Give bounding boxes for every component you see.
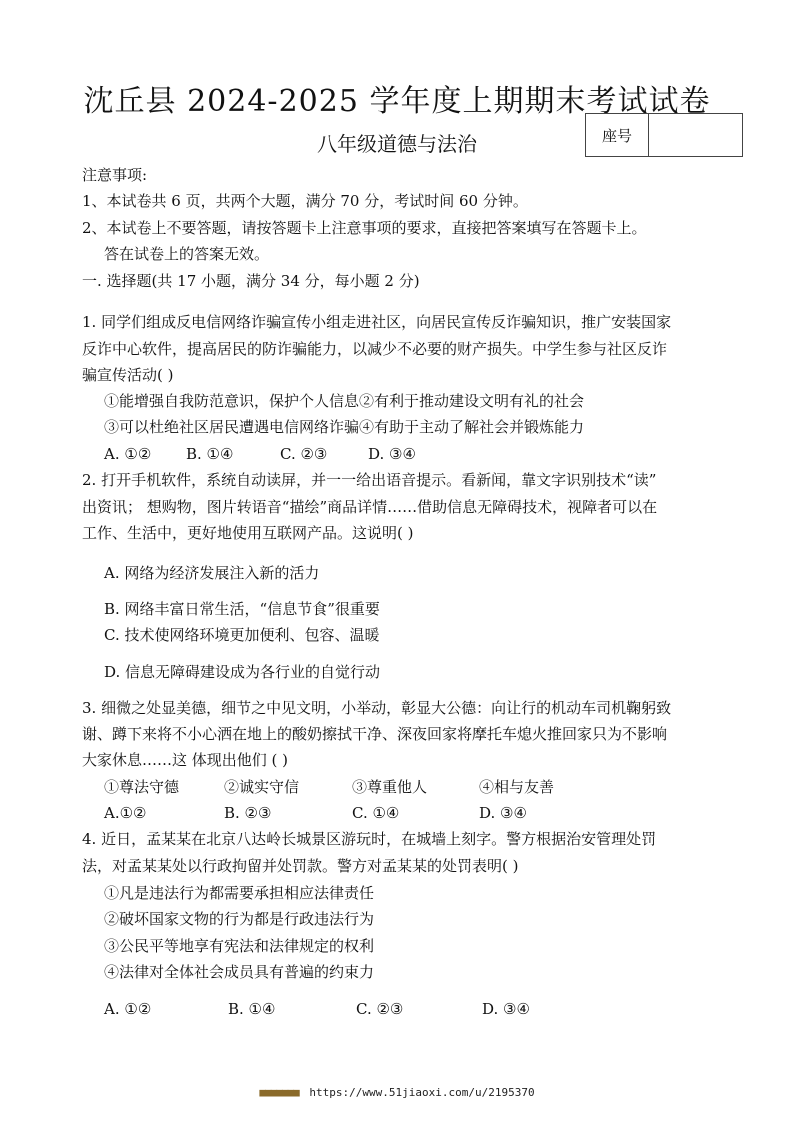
- question-4-line-2: 法，对孟某某处以行政拘留并处罚款。警方对孟某某的处罚表明( ): [82, 857, 519, 875]
- exam-title: 沈丘县 2024-2025 学年度上期期末考试试卷: [83, 84, 711, 119]
- question-3-option-d: D. ③④: [479, 804, 527, 822]
- seat-number-label: 座号: [586, 114, 649, 156]
- question-3-line-2: 谢、蹲下来将不小心洒在地上的酸奶擦拭干净、深夜回家将摩托车熄火推回家只为不影响: [82, 725, 668, 743]
- question-1-statement-3-4: ③可以杜绝社区居民遭遇电信网络诈骗④有助于主动了解社会并锻炼能力: [104, 418, 585, 436]
- footer-dots: ■■■■■■■: [259, 1086, 299, 1099]
- question-3-option-b: B. ②③: [224, 804, 272, 822]
- notes-item-2-line-1: 2、本试卷上不要答题，请按答题卡上注意事项的要求，直接把答案填写在答题卡上。: [82, 219, 647, 237]
- question-3-statement-3: ③尊重他人: [352, 778, 428, 796]
- question-1-option-d: D. ③④: [368, 445, 416, 463]
- footer-url-link[interactable]: https://www.51jiaoxi.com/u/2195370: [309, 1086, 535, 1099]
- question-4-statement-2: ②破坏国家文物的行为都是行政违法行为: [104, 910, 375, 928]
- question-4-line-1: 4. 近日，孟某某在北京八达岭长城景区游玩时，在城墙上刻字。警方根据治安管理处罚: [82, 830, 657, 848]
- seat-number-field: [649, 114, 742, 156]
- notes-item-1: 1、本试卷共 6 页，共两个大题，满分 70 分，考试时间 60 分钟。: [82, 192, 528, 210]
- question-2-line-1: 2. 打开手机软件，系统自动读屏，并一一给出语音提示。看新闻，靠文字识别技术“读”: [82, 471, 657, 489]
- question-2-line-3: 工作、生活中，更好地使用互联网产品。这说明( ): [82, 524, 414, 542]
- question-4-option-b: B. ①④: [228, 1000, 276, 1018]
- question-4-option-a: A. ①②: [104, 1000, 152, 1018]
- question-4-statement-3: ③公民平等地享有宪法和法律规定的权利: [104, 937, 375, 955]
- question-2-option-c: C. 技术使网络环境更加便利、包容、温暖: [104, 626, 380, 644]
- question-3-line-3: 大家休息……这 体现出他们 ( ): [82, 751, 289, 769]
- question-2-line-2: 出资讯； 想购物，图片转语音“描绘”商品详情……借助信息无障碍技术，视障者可以在: [82, 498, 658, 516]
- question-1-option-b: B. ①④: [186, 445, 234, 463]
- question-4-statement-4: ④法律对全体社会成员具有普遍的约束力: [104, 963, 375, 981]
- question-4-option-c: C. ②③: [356, 1000, 404, 1018]
- section-1-heading: 一. 选择题(共 17 小题，满分 34 分，每小题 2 分): [82, 272, 420, 290]
- question-1-line-2: 反诈中心软件，提高居民的防诈骗能力，以减少不必要的财产损失。中学生参与社区反诈: [82, 340, 668, 358]
- question-3-statement-1: ①尊法守德: [104, 778, 180, 796]
- question-2-option-b: B. 网络丰富日常生活，“信息节食”很重要: [104, 600, 380, 618]
- question-4-option-d: D. ③④: [482, 1000, 530, 1018]
- question-3-option-a: A.①②: [104, 804, 147, 822]
- exam-subtitle: 八年级道德与法治: [317, 132, 477, 156]
- notes-item-2-line-2: 答在试卷上的答案无效。: [104, 245, 270, 263]
- question-1-statement-1-2: ①能增强自我防范意识，保护个人信息②有利于推动建设文明有礼的社会: [104, 392, 585, 410]
- question-1-option-a: A. ①②: [104, 445, 152, 463]
- page-footer: [0, 1086, 794, 1099]
- notes-heading: 注意事项:: [82, 166, 148, 184]
- seat-number-box: [585, 113, 743, 157]
- question-3-statement-2: ②诚实守信: [224, 778, 300, 796]
- question-1-line-1: 1. 同学们组成反电信网络诈骗宣传小组走进社区，向居民宣传反诈骗知识，推广安装国家: [82, 313, 672, 331]
- question-1-option-c: C. ②③: [280, 445, 328, 463]
- question-1-line-3: 骗宣传活动( ): [82, 366, 174, 384]
- question-3-statement-4: ④相与友善: [479, 778, 555, 796]
- question-3-line-1: 3. 细微之处显美德，细节之中见文明，小举动，彰显大公德：向让行的机动车司机鞠躬致: [82, 699, 672, 717]
- question-2-option-a: A. 网络为经济发展注入新的活力: [104, 564, 320, 582]
- question-2-option-d: D. 信息无障碍建设成为各行业的自觉行动: [104, 663, 381, 681]
- question-3-option-c: C. ①④: [352, 804, 400, 822]
- question-4-statement-1: ①凡是违法行为都需要承担相应法律责任: [104, 884, 375, 902]
